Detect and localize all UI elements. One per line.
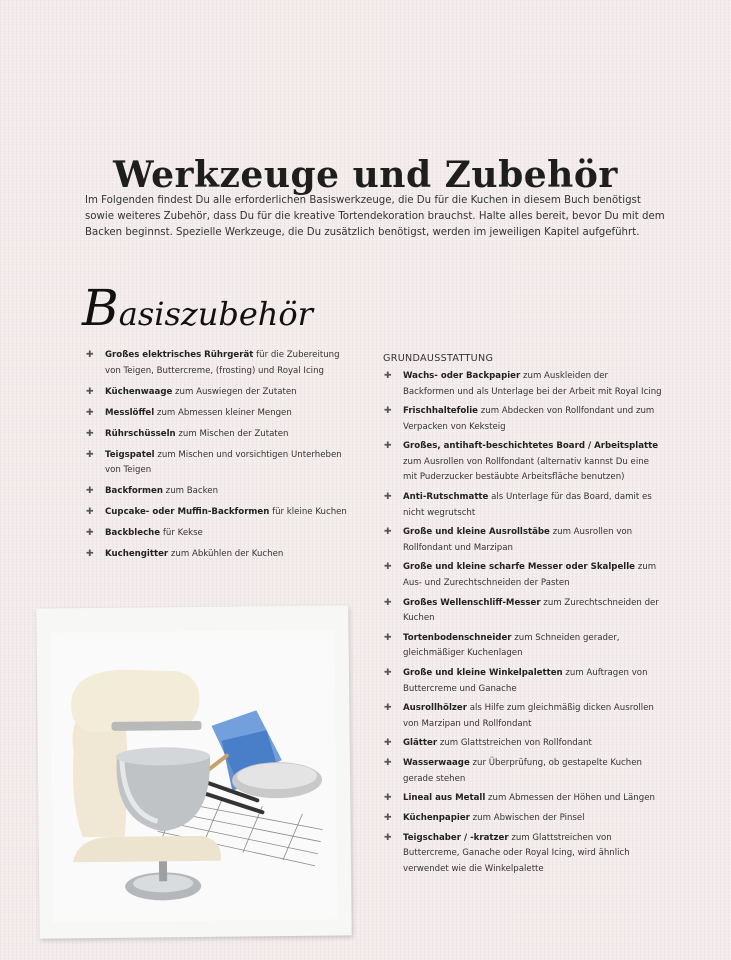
list-item <box>84 448 354 479</box>
cross-bullet-icon: ✚ <box>384 758 392 769</box>
item-description: zum Glattstreichen von Buttercreme, Ganache oder Royal Icing, wird ähnlich verwendet wie die Winkelpalette <box>403 832 630 874</box>
item-name: Tortenbodenschneider <box>403 632 512 643</box>
item-name: Küchenwaage <box>105 386 173 397</box>
item-description: zum Abwischen der Pinsel <box>469 812 585 823</box>
list-item <box>382 404 662 435</box>
item-name: Lineal aus Metall <box>403 793 486 804</box>
item-description: zum Schneiden gerader, gleichmäßiger Kuchenlagen <box>403 632 620 659</box>
page-title: Werkzeuge und Zubehör <box>113 154 618 197</box>
cross-bullet-icon: ✚ <box>384 527 392 538</box>
item-description: zum Abkühlen der Kuchen <box>168 549 284 559</box>
list-item <box>382 596 662 627</box>
cross-bullet-icon: ✚ <box>384 703 392 714</box>
item-description: als Hilfe zum gleichmäßig dicken Ausrollen von Marzipan und Rollfondant <box>403 703 654 729</box>
item-description: zum Aus- und Zurechtschneiden der Pasten <box>403 562 657 588</box>
cross-bullet-icon: ✚ <box>86 350 94 360</box>
list-item <box>382 736 662 752</box>
list-item <box>84 547 354 563</box>
cross-bullet-icon: ✚ <box>384 406 392 417</box>
item-name: Große und kleine scharfe Messer oder Skalpelle <box>403 562 636 573</box>
item-description: zur Überprüfung, ob gestapelte Kuchen gerade stehen <box>403 758 642 784</box>
list-item <box>84 427 354 443</box>
cross-bullet-icon: ✚ <box>86 528 94 538</box>
cross-bullet-icon: ✚ <box>86 449 94 460</box>
item-name: Anti-Rutschmatte <box>403 492 489 503</box>
grundausstattung-heading: GRUNDAUSSTATTUNG <box>383 353 494 364</box>
item-description: zum Glattstreichen von Rollfondant <box>437 738 592 749</box>
item-description: für Kekse <box>160 528 203 538</box>
item-description: zum Auftragen von Buttercreme und Ganache <box>403 668 648 694</box>
list-item <box>382 831 662 878</box>
cross-bullet-icon: ✚ <box>384 632 392 643</box>
item-description: zum Auskleiden der Backformen und als Unterlage bei der Arbeit mit Royal Icing <box>403 371 662 397</box>
stand-mixer-photo <box>36 605 351 938</box>
item-description: zum Zurechtschneiden der Kuchen <box>403 597 659 624</box>
cross-bullet-icon: ✚ <box>384 812 392 823</box>
stand-mixer-illustration <box>51 630 338 923</box>
cross-bullet-icon: ✚ <box>86 507 94 517</box>
list-item <box>382 811 662 827</box>
item-description: zum Abmessen der Höhen und Längen <box>485 793 655 804</box>
item-name: Große und kleine Ausrollstäbe <box>403 527 550 538</box>
cross-bullet-icon: ✚ <box>86 386 94 397</box>
list-item <box>382 666 662 697</box>
item-name: Küchenpapier <box>403 812 470 823</box>
cross-bullet-icon: ✚ <box>384 371 392 381</box>
item-description: zum Mischen und vorsichtigen Unterheben von Teigen <box>105 449 342 475</box>
item-name: Großes Wellenschliff-Messer <box>403 597 541 608</box>
item-name: Großes elektrisches Rührgerät <box>105 350 254 360</box>
item-name: Backformen <box>105 486 163 496</box>
item-description: zum Ausrollen von Rollfondant (alternativ kannst Du eine mit Puderzucker bestäubte Arbeitsfläche benutzen) <box>403 456 649 483</box>
list-item <box>382 369 662 400</box>
item-description: zum Abdecken von Rollfondant und zum Verpacken von Keksteig <box>403 406 655 432</box>
cross-bullet-icon: ✚ <box>384 738 392 749</box>
basis-heading-rest: asiszubehör <box>118 295 313 333</box>
basis-list <box>84 348 354 568</box>
item-name: Rührschüsseln <box>105 428 176 439</box>
cross-bullet-icon: ✚ <box>384 597 392 608</box>
item-name: Kuchengitter <box>105 549 169 559</box>
list-item <box>84 348 354 379</box>
item-name: Ausrollhölzer <box>403 703 467 714</box>
item-description: zum Auswiegen der Zutaten <box>172 386 297 397</box>
list-item <box>382 701 662 732</box>
basis-heading-initial: B <box>82 279 119 337</box>
cross-bullet-icon: ✚ <box>384 562 392 573</box>
cross-bullet-icon: ✚ <box>384 492 392 503</box>
list-item <box>84 406 354 422</box>
cross-bullet-icon: ✚ <box>384 441 392 452</box>
list-item <box>382 560 662 591</box>
list-item <box>382 631 662 662</box>
item-name: Wachs- oder Backpapier <box>403 371 521 381</box>
intro-paragraph: Im Folgenden findest Du alle erforderlichen Basiswerkzeuge, die Du für die Kuchen in diesem Buch benötigst sowie weiteres Zubehör, dass Du für die kreative Tortendekoration brauchst. Halte alles bereit, bevor Du mit dem Backen beginnst. Spezielle Werkzeuge, die Du zusätzlich benötigst, werden im jeweiligen Kapitel aufgeführt. <box>85 195 665 239</box>
cross-bullet-icon: ✚ <box>86 428 94 439</box>
item-description: zum Abmessen kleiner Mengen <box>154 407 292 418</box>
list-item <box>84 484 354 500</box>
cross-bullet-icon: ✚ <box>384 668 392 678</box>
list-item <box>84 505 354 521</box>
cross-bullet-icon: ✚ <box>86 486 94 496</box>
grundausstattung-list <box>382 369 662 881</box>
item-name: Frischhaltefolie <box>403 406 478 417</box>
item-description: für die Zubereitung von Teigen, Buttercreme, (frosting) und Royal Icing <box>105 350 340 376</box>
item-name: Cupcake- oder Muffin-Backformen <box>105 507 270 517</box>
item-name: Backbleche <box>105 528 161 538</box>
list-item <box>84 385 354 401</box>
basis-heading <box>82 279 313 337</box>
item-description: zum Backen <box>162 486 219 496</box>
item-name: Teigspatel <box>105 449 155 460</box>
list-item <box>382 490 662 521</box>
item-name: Große und kleine Winkelpaletten <box>403 668 563 678</box>
cross-bullet-icon: ✚ <box>384 832 392 843</box>
list-item <box>382 756 662 787</box>
item-description: für kleine Kuchen <box>269 507 347 517</box>
list-item <box>382 791 662 807</box>
item-description: zum Mischen der Zutaten <box>175 428 289 439</box>
item-description: als Unterlage für das Board, damit es nicht wegrutscht <box>403 492 652 518</box>
item-name: Wasserwaage <box>403 758 470 769</box>
list-item <box>382 525 662 556</box>
list-item <box>382 439 662 486</box>
item-name: Teigschaber / -kratzer <box>403 832 509 843</box>
item-name: Glätter <box>403 738 438 749</box>
item-name: Messlöffel <box>105 407 155 418</box>
cross-bullet-icon: ✚ <box>86 407 94 418</box>
item-description: zum Ausrollen von Rollfondant und Marzipan <box>403 527 633 553</box>
cross-bullet-icon: ✚ <box>384 793 392 804</box>
list-item <box>84 526 354 542</box>
item-name: Großes, antihaft-beschichtetes Board / Arbeitsplatte <box>403 441 659 452</box>
cross-bullet-icon: ✚ <box>86 549 94 559</box>
